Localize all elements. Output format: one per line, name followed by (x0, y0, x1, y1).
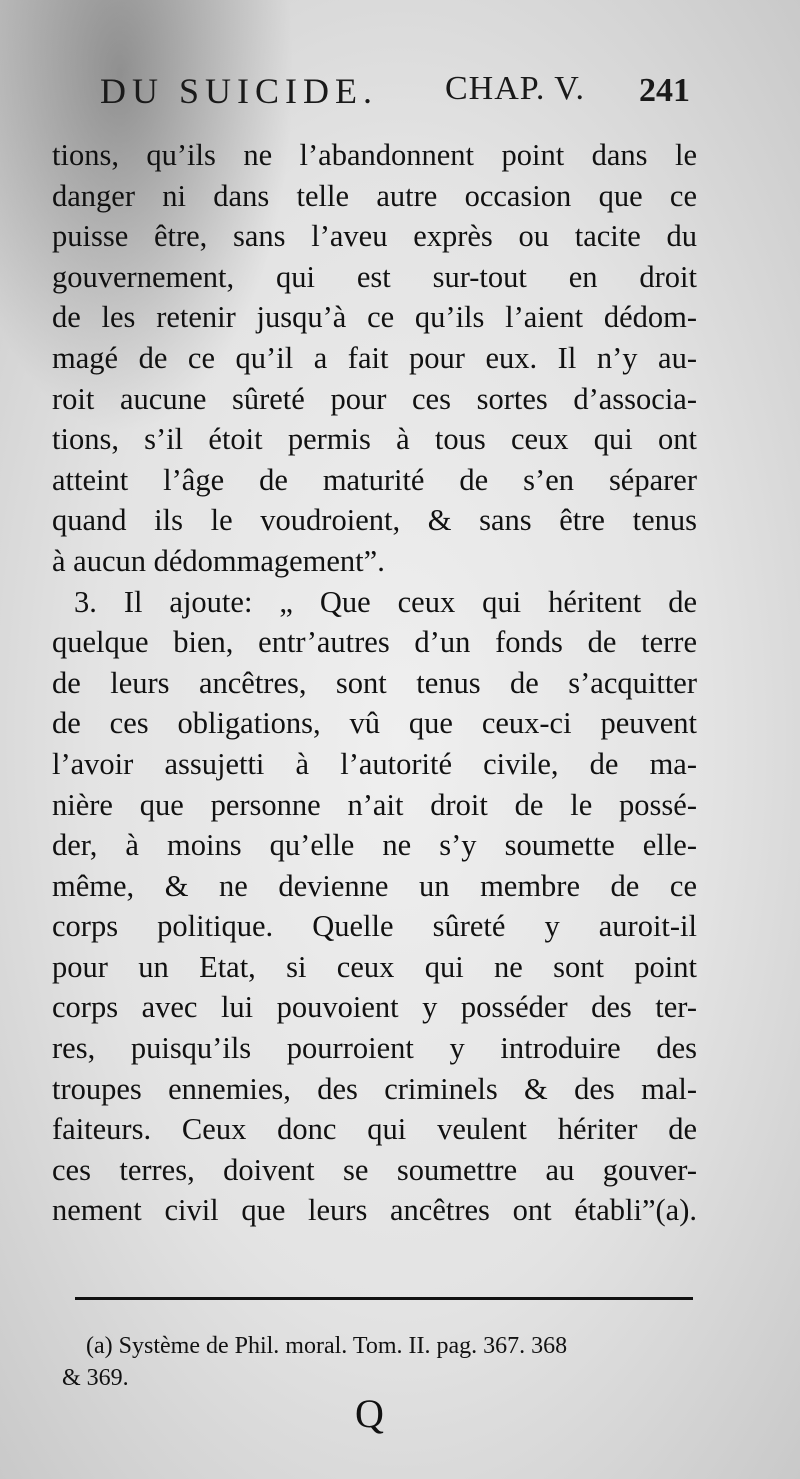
footnote-line: & 369. (62, 1365, 129, 1391)
text-line: à aucun dédommagement”. (52, 543, 385, 578)
chapter-label: CHAP. V. (445, 70, 585, 107)
page-number: 241 (639, 72, 690, 109)
text-line: magé de ce qu’il a fait pour eux. Il n’y au- (52, 340, 697, 375)
text-line: faiteurs. Ceux donc qui veulent hériter de (52, 1112, 697, 1147)
footnote-line: (a) Système de Phil. moral. Tom. II. pag. 367. 368 (86, 1333, 568, 1359)
text-line: tions, qu’ils ne l’abandonnent point dans le (52, 138, 697, 172)
text-line: corps politique. Quelle sûreté y auroit-il (52, 909, 697, 944)
text-line: res, puisqu’ils pourroient y introduire des (52, 1031, 697, 1066)
text-line: troupes ennemies, des criminels & des mal- (52, 1071, 697, 1106)
running-title: DU SUICIDE. (100, 71, 378, 111)
signature-mark: Q (355, 1391, 384, 1436)
body-text (52, 135, 697, 1231)
text-line: tions, s’il étoit permis à tous ceux qui ont (52, 422, 697, 457)
text-line: nement civil que leurs ancêtres ont établi”(a). (52, 1193, 697, 1228)
text-line: atteint l’âge de maturité de s’en séparer (52, 462, 697, 497)
text-line: quand ils le voudroient, & sans être tenus (52, 503, 697, 538)
text-line: l’avoir assujetti à l’autorité civile, de ma- (52, 746, 697, 781)
text-line: quelque bien, entr’autres d’un fonds de terre (52, 625, 697, 660)
text-line: corps avec lui pouvoient y posséder des ter- (52, 990, 697, 1025)
text-line: pour un Etat, si ceux qui ne sont point (52, 949, 697, 984)
footnote (62, 1330, 702, 1394)
text-line: de ces obligations, vû que ceux-ci peuvent (52, 706, 697, 741)
text-line: puisse être, sans l’aveu exprès ou tacite du (52, 219, 697, 254)
text-line: danger ni dans telle autre occasion que ce (52, 178, 697, 213)
paragraph-start-line: 3. Il ajoute: „ Que ceux qui héritent de (74, 584, 697, 619)
footnote-rule (75, 1297, 693, 1300)
text-line: gouvernement, qui est sur-tout en droit (52, 259, 697, 294)
text-line: der, à moins qu’elle ne s’y soumette elle- (52, 828, 697, 863)
text-line: ces terres, doivent se soumettre au gouver- (52, 1152, 697, 1187)
text-line: de les retenir jusqu’à ce qu’ils l’aient dédom- (52, 300, 697, 335)
text-line: roit aucune sûreté pour ces sortes d’associa- (52, 381, 697, 416)
text-line: de leurs ancêtres, sont tenus de s’acquitter (52, 665, 697, 700)
text-line: nière que personne n’ait droit de le possé- (52, 787, 697, 822)
text-line: même, & ne devienne un membre de ce (52, 868, 697, 903)
page-header (100, 70, 690, 120)
